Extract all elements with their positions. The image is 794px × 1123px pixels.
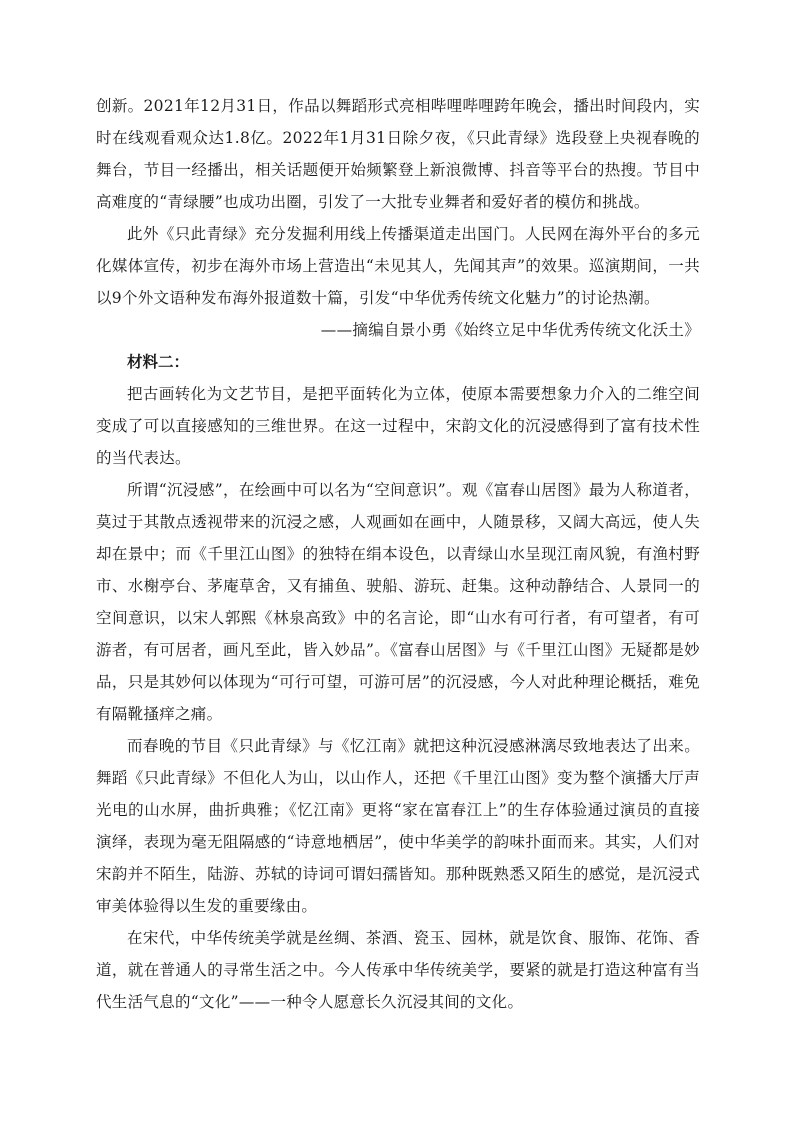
material-two-paragraph-4: 在宋代，中华传统美学就是丝绸、茶酒、瓷玉、园林，就是饮食、服饰、花饰、香道，就在普通人的寻常生活之中。今人传承中华传统美学，要紧的就是打造这种富有当代生活气息的“文化”——一种令人愿意长久沉浸其间的文化。 [96,929,700,1011]
document-page [96,90,700,1018]
material-one-paragraph-2: 此外《只此青绿》充分发掘利用线上传播渠道走出国门。人民网在海外平台的多元化媒体宣传，初步在海外市场上营造出“未见其人，先闻其声”的效果。巡演期间，一共以9个外文语种发布海外报道数十篇，引发“中华优秀传统文化魅力”的讨论热潮。 [96,225,700,307]
material-two-heading: 材料二： [127,352,190,371]
material-two-paragraph-1: 把古画转化为文艺节目，是把平面转化为立体，使原本需要想象力介入的二维空间变成了可以直接感知的三维世界。在这一过程中，宋韵文化的沉浸感得到了富有技术性的当代表达。 [96,385,700,467]
material-one-source: ——摘编自景小勇《始终立足中华优秀传统文化沃土》 [320,321,700,339]
material-two-paragraph-3: 而春晚的节目《只此青绿》与《忆江南》就把这种沉浸感淋漓尽致地表达了出来。舞蹈《只此青绿》不但化人为山，以山作人，还把《千里江山图》变为整个演播大厅声光电的山水屏，曲折典雅；《忆江南》更将“家在富春江上”的生存体验通过演员的直接演绎，表现为毫无阻隔感的“诗意地栖居”，使中华美学的韵味扑面而来。其实，人们对宋韵并不陌生，陆游、苏轼的诗词可谓妇孺皆知。那种既熟悉又陌生的感觉，是沉浸式审美体验得以生发的重要缘由。 [96,737,700,915]
material-one-paragraph-1: 创新。2021年12月31日，作品以舞蹈形式亮相哔哩哔哩跨年晚会，播出时间段内，实时在线观看观众达1.8亿。2022年1月31日除夕夜，《只此青绿》选段登上央视春晚的舞台，节目一经播出，相关话题便开始频繁登上新浪微博、抖音等平台的热搜。节目中高难度的“青绿腰”也成功出圈，引发了一大批专业舞者和爱好者的模仿和挑战。 [96,97,700,211]
material-two-paragraph-2: 所谓“沉浸感”，在绘画中可以名为“空间意识”。观《富春山居图》最为人称道者，莫过于其散点透视带来的沉浸之感，人观画如在画中，人随景移，又阔大高远，使人失却在景中；而《千里江山图》的独特在绢本设色，以青绿山水呈现江南风貌，有渔村野市、水榭亭台、茅庵草舍，又有捕鱼、驶船、游玩、赶集。这种动静结合、人景同一的空间意识，以宋人郭熙《林泉高致》中的名言论，即“山水有可行者，有可望者，有可游者，有可居者，画凡至此，皆入妙品”。《富春山居图》与《千里江山图》无疑都是妙品，只是其妙何以体现为“可行可望，可游可居”的沉浸感，今人对此种理论概括，难免有隔靴搔痒之痛。 [96,481,700,723]
